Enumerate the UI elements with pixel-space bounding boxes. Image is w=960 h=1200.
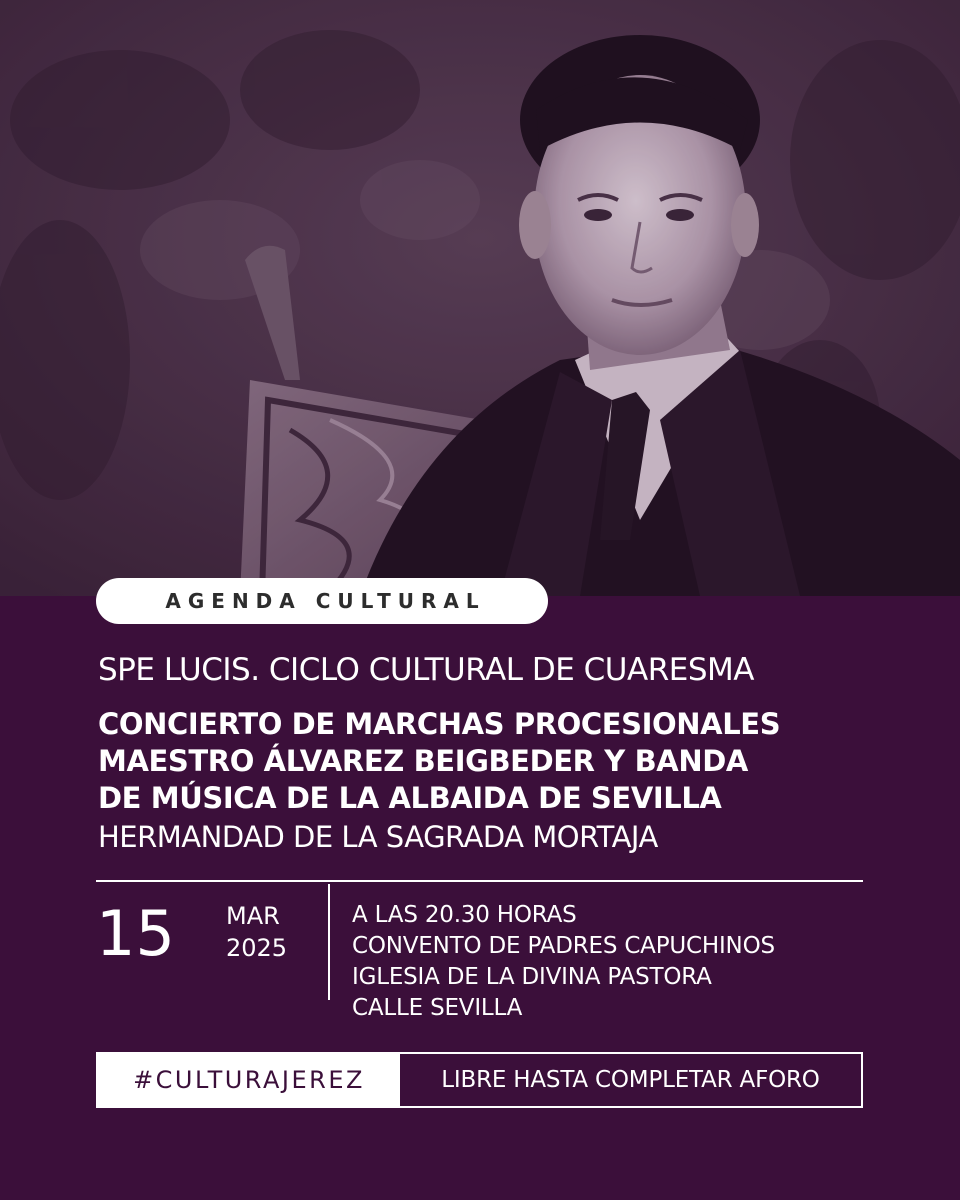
event-organizer: HERMANDAD DE LA SAGRADA MORTAJA xyxy=(98,820,658,854)
event-month-year xyxy=(226,900,287,964)
divider-vertical xyxy=(328,884,330,1000)
event-street: CALLE SEVILLA xyxy=(352,995,523,1021)
event-title-line: DE MÚSICA DE LA ALBAIDA DE SEVILLA xyxy=(98,781,722,815)
portrait-photo xyxy=(0,0,960,596)
footer-bar xyxy=(96,1052,863,1108)
portrait-illustration xyxy=(0,0,960,596)
event-church: IGLESIA DE LA DIVINA PASTORA xyxy=(352,964,712,990)
event-time: A LAS 20.30 HORAS xyxy=(352,902,577,928)
admission-label: LIBRE HASTA COMPLETAR AFORO xyxy=(441,1067,820,1093)
event-details xyxy=(352,900,775,1024)
hashtag-label: #CULTURAJEREZ xyxy=(98,1054,400,1106)
event-venue: CONVENTO DE PADRES CAPUCHINOS xyxy=(352,933,775,959)
event-cycle: SPE LUCIS. CICLO CULTURAL DE CUARESMA xyxy=(98,652,754,688)
divider-horizontal xyxy=(96,880,863,882)
event-title-line: CONCIERTO DE MARCHAS PROCESIONALES xyxy=(98,707,781,741)
event-title xyxy=(98,706,888,817)
badge-label: AGENDA CULTURAL xyxy=(165,589,486,613)
event-day: 15 xyxy=(96,897,175,970)
event-year: 2025 xyxy=(226,934,288,962)
event-month: MAR xyxy=(226,902,280,930)
agenda-cultural-badge xyxy=(96,578,548,624)
event-title-line: MAESTRO ÁLVAREZ BEIGBEDER Y BANDA xyxy=(98,744,748,778)
